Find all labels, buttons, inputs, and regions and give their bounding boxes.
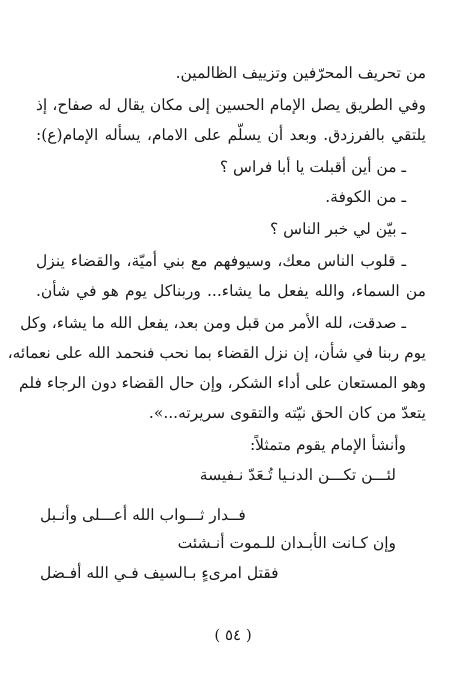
dialogue-line-5-cont-2: وهو المستعان على أداء الشكر، وإن حال القضاء دون الرجاء فلم: [19, 374, 426, 392]
dialogue-line-5-cont-1: يوم ربنا في شأن، إن نزل القضاء بما نحب فنحمد الله على نعمائه،: [7, 344, 426, 362]
poem-verse-1-second-hemistich: فــدار ثـــواب الله أعـــلى وأنـبل: [40, 506, 246, 524]
dialogue-line-5: ـ صدقت، لله الأمر من قبل ومن بعد، يفعل الله ما يشاء، وكل: [20, 314, 406, 332]
poem-verse-1-first-hemistich: لئـــن تكـــن الدنـيا تُـعَدّ نـفيسة: [199, 466, 396, 484]
poem-intro-line: وأنشأ الإمام يقوم متمثلاً:: [249, 436, 406, 454]
dialogue-line-3: ـ بيّن لي خبر الناس ؟: [270, 220, 406, 238]
dialogue-line-4-cont: من السماء، والله يفعل ما يشاء... وربناكل يوم هو في شأن.: [36, 282, 426, 300]
dialogue-line-5-cont-3: يتعدّ من كان الحق نيّته والتقوى سريرته...».: [148, 404, 426, 422]
poem-verse-2-second-hemistich: فقتل امرىءٍ بـالسيف فـي الله أفـضل: [40, 564, 279, 582]
paragraph-line-1: من تحريف المحرّفين وتزييف الظالمين.: [175, 64, 426, 82]
paragraph-line-2: وفي الطريق يصل الإمام الحسين إلى مكان يقال له صفاح، إذ: [36, 96, 426, 114]
paragraph-line-3: يلتقي بالفرزدق. وبعد أن يسلّم على الامام، يسأله الإمام(ع):: [36, 126, 426, 144]
dialogue-line-2: ـ من الكوفة.: [325, 188, 406, 206]
page-number: ( ٥٤ ): [214, 626, 252, 644]
poem-verse-2-first-hemistich: وإن كـانت الأبـدان للـموت أنـشئت: [177, 534, 396, 552]
dialogue-line-4: ـ قلوب الناس معك، وسيوفهم مع بني أميّة، والقضاء ينزل: [36, 252, 406, 270]
dialogue-line-1: ـ من أين أقبلت يا أبا فراس ؟: [219, 158, 406, 176]
